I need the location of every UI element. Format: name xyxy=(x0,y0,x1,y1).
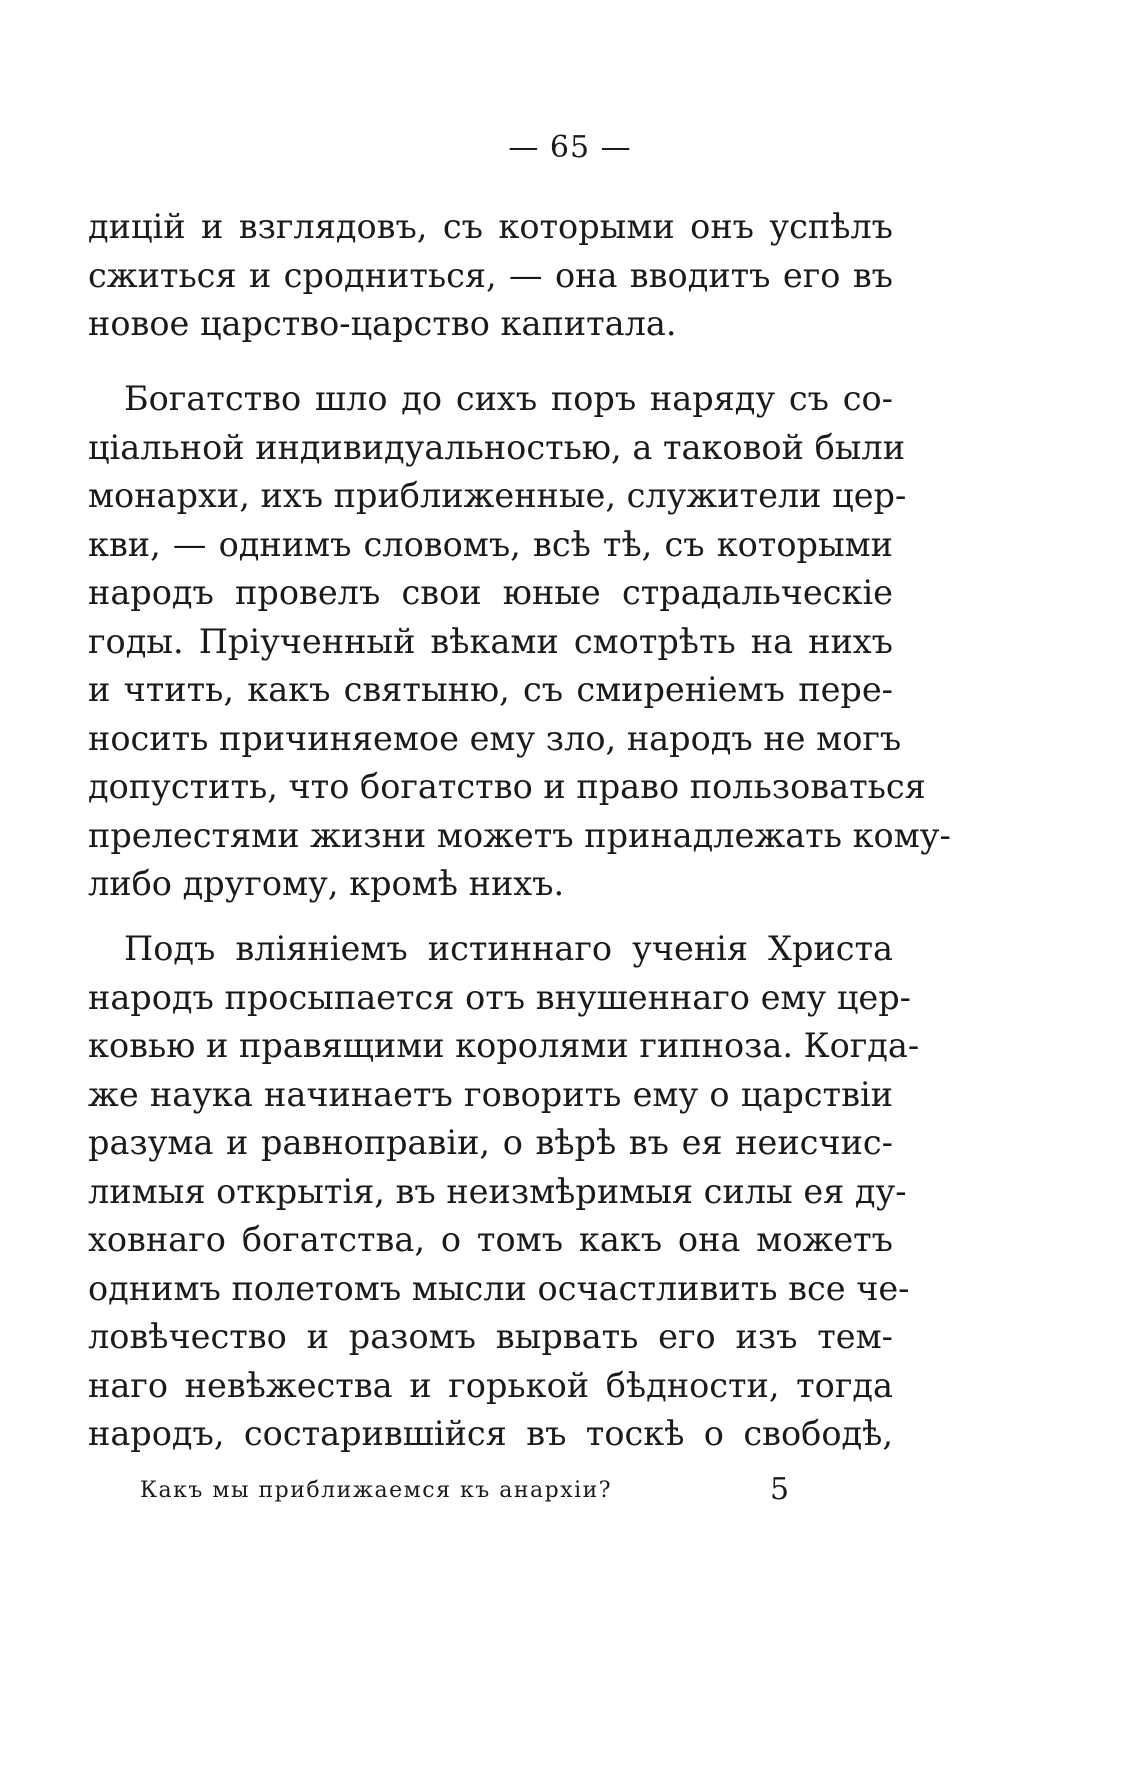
text-line: носить причиняемое ему зло, народъ не могъ xyxy=(88,718,902,758)
text-line: годы. Пріученный вѣками смотрѣть на нихъ xyxy=(88,621,893,661)
paragraph-christ xyxy=(88,925,920,1459)
paragraph-wealth xyxy=(88,375,951,909)
text-line: народъ, состарившійся въ тоскѣ о свободѣ, xyxy=(88,1414,893,1453)
text-line: и чтить, какъ святыню, съ смиреніемъ пере- xyxy=(88,670,893,709)
text-line: ціальной индивидуальностью, а таковой были xyxy=(88,427,906,467)
text-line: кви, — однимъ словомъ, всѣ тѣ, съ которыми xyxy=(88,524,893,564)
text-line: сжиться и сродниться, — она вводитъ его въ xyxy=(88,255,893,295)
text-line: лимыя открытія, въ неизмѣримыя силы ея ду- xyxy=(88,1171,907,1211)
text-line: ловѣчество и разомъ вырвать его изъ тем- xyxy=(88,1317,893,1356)
text-line: разума и равноправіи, о вѣрѣ въ ея неисчис- xyxy=(88,1123,893,1162)
page-footer xyxy=(140,1472,790,1512)
text-line: же наука начинаетъ говорить ему о царствіи xyxy=(88,1074,893,1114)
text-line: наго невѣжества и горькой бѣдности, тогда xyxy=(88,1365,893,1405)
text-line: допустить, что богатство и право пользоваться xyxy=(88,767,926,806)
text-line: однимъ полетомъ мысли осчастливить все че- xyxy=(88,1268,910,1308)
text-line: дицій и взглядовъ, съ которыми онъ успѣлъ xyxy=(88,207,893,246)
text-line: Богатство шло до сихъ поръ наряду съ со- xyxy=(124,379,893,418)
text-line: ковью и правящими королями гипноза. Когда- xyxy=(88,1026,920,1065)
signature-title: Какъ мы приближаемся къ анархіи? xyxy=(140,1478,613,1503)
text-line: ховнаго богатства, о томъ какъ она можетъ xyxy=(88,1220,893,1259)
text-line: прелестями жизни можетъ принадлежать кому- xyxy=(88,815,951,855)
sheet-number: 5 xyxy=(770,1472,790,1507)
text-line: народъ просыпается отъ внушеннаго ему цер- xyxy=(88,977,911,1017)
text-line: либо другому, кромѣ нихъ. xyxy=(88,864,565,903)
page-number-header: — 65 — xyxy=(508,130,632,165)
text-line: монархи, ихъ приближенные, служители цер- xyxy=(88,476,907,515)
text-line: новое царство-царство капитала. xyxy=(88,304,677,343)
text-line: народъ провелъ свои юные страдальческіе xyxy=(88,573,893,612)
paragraph-continuation xyxy=(88,203,893,349)
text-line: Подъ вліяніемъ истиннаго ученія Христа xyxy=(124,929,893,968)
